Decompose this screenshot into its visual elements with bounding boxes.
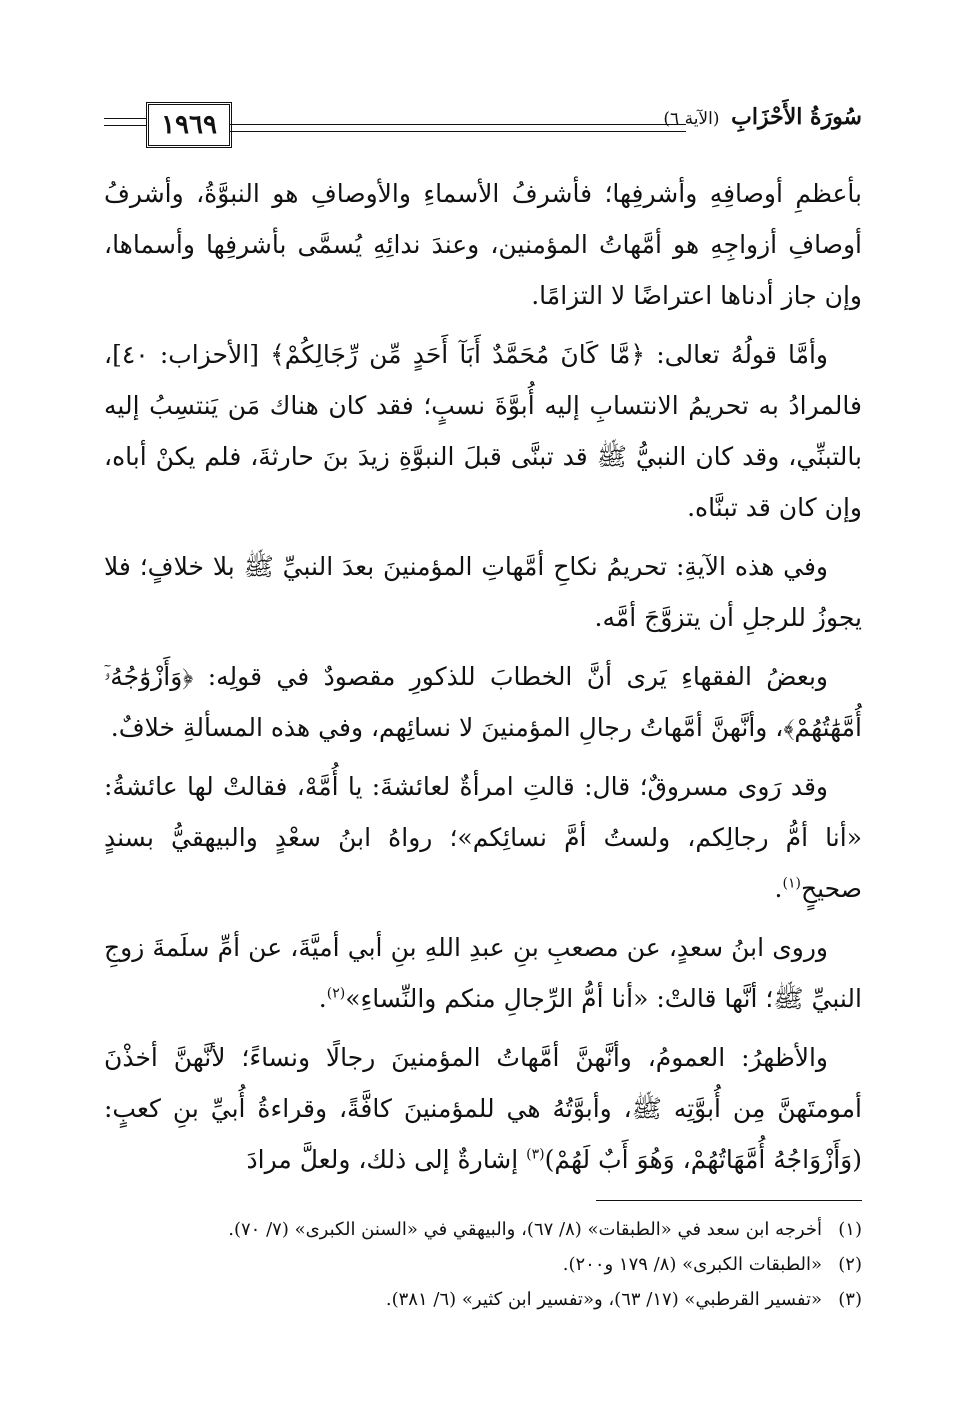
footnote-text: «تفسير القرطبي» (١٧/ ٦٣)، و«تفسير ابن كثير» (٦/ ٣٨١). — [385, 1289, 822, 1310]
footnote-number: (٢) — [838, 1254, 862, 1275]
paragraph-3: وفي هذه الآيةِ: تحريمُ نكاحِ أمَّهاتِ المؤمنينَ بعدَ النبيِّ ﷺ بلا خلافٍ؛ فلا يجوزُ للرجلِ أن يتزوَّجَ أمَّه. — [104, 552, 862, 632]
footnote-number: (٣) — [838, 1289, 862, 1310]
paragraph-2: وأمَّا قولُهُ تعالى: ﴿مَّا كَانَ مُحَمَّدٌ أَبَآ أَحَدٍ مِّن رِّجَالِكُمْ﴾ [الأحزاب: ٤٠]، فالمرادُ به تحريمُ الانتسابِ إليه أُبوَّةَ نسبٍ؛ فقد كان هناك مَن يَنتسِبُ إليه بالتبنِّي، وقد كان النبيُّ ﷺ قد تبنَّى قبلَ النبوَّةِ زيدَ بنَ حارثةَ، فلم يكنْ أباه، وإن كان قد تبنَّاه. — [104, 340, 862, 522]
surah-name: سُورَةُ الأَحْزَابِ — [731, 104, 862, 130]
paragraph-7 — [104, 1032, 862, 1185]
footnote-3 — [122, 1282, 862, 1317]
footnote-1 — [122, 1212, 862, 1247]
paragraph-6-text: وروى ابنُ سعدٍ، عن مصعبِ بنِ عبدِ اللهِ بنِ أبي أميَّةَ، عن أمِّ سلَمةَ زوجِ النبيِّ ﷺ؛ أنَّها قالتْ: «أنا أمُّ الرِّجالِ منكم والنِّساءِ» — [104, 933, 862, 1013]
paragraph-6: وروى ابنُ سعدٍ، عن مصعبِ بنِ عبدِ اللهِ بنِ أبي أميَّةَ، عن أمِّ سلَمةَ زوجِ النبيِّ ﷺ؛ أنَّها قالتْ: «أنا أمُّ الرِّجالِ منكم والنِّساءِ»$^{(٢)}$. — [104, 933, 862, 1013]
page-number: ١٩٦٩ — [146, 102, 232, 148]
header-rule-right — [230, 124, 686, 132]
paragraph-7-tail: إشارةٌ إلى ذلك، ولعلَّ مرادَ — [246, 1145, 519, 1174]
page-header — [104, 96, 862, 156]
paragraph-5: وقد رَوى مسروقٌ؛ قال: قالتِ امرأةٌ لعائشةَ: يا أُمَّهْ، فقالتْ لها عائشةُ: «أنا أمُّ رجالِكم، ولستُ أمَّ نسائِكم»؛ رواهُ ابنُ سعْدٍ والبيهقيُّ بسندٍ صحيحٍ$^{(١)}$. — [104, 772, 862, 903]
paragraph-4: وبعضُ الفقهاءِ يَرى أنَّ الخطابَ للذكورِ مقصودٌ في قولِه: ﴿وَأَزْوَٰجُهُۥٓ أُمَّهَٰتُهُمْ﴾، وأنَّهنَّ أمَّهاتُ رجالِ المؤمنينَ لا نسائِهم، وفي هذه المسألةِ خلافٌ. — [104, 662, 862, 742]
footnotes — [122, 1212, 862, 1317]
paragraph-1: بأعظمِ أوصافِهِ وأشرفِها؛ فأشرفُ الأسماءِ والأوصافِ هو النبوَّةُ، وأشرفُ أوصافِ أزواجِهِ هو أمَّهاتُ المؤمنين، وعندَ ندائِهِ يُسمَّى بأشرفِها وأسماها، وإن جاز أدناها اعتراضًا لا التزامًا. — [104, 179, 862, 310]
footnote-marker-3[interactable]: (٣) — [526, 1146, 545, 1163]
footnote-marker-2[interactable]: (٢) — [326, 985, 346, 1002]
ayah-label: (الآية ٦) — [663, 109, 720, 129]
footnote-text: «الطبقات الكبرى» (٨/ ١٧٩ و٢٠٠). — [562, 1254, 822, 1275]
footnote-separator — [596, 1200, 862, 1201]
footnote-text: أخرجه ابن سعد في «الطبقات» (٨/ ٦٧)، والبيهقي في «السنن الكبرى» (٧/ ٧٠). — [228, 1219, 822, 1240]
main-text — [104, 168, 862, 1193]
paragraph-7-text: والأظهرُ: العمومُ، وأنَّهنَّ أمَّهاتُ المؤمنينَ رجالًا ونساءً؛ لأنَّهنَّ أخذْنَ أمومتَهنَّ مِن أُبوَّتِه ﷺ، وأبوَّتُهُ هي للمؤمنينَ كافَّةً، وقراءةُ أُبيِّ بنِ كعبٍ: (وَأَزْوَاجُهُ أُمَّهَاتُهُمْ، وَهُوَ أَبٌ لَهُمْ) — [104, 1043, 862, 1174]
footnote-marker-1[interactable]: (١) — [782, 875, 801, 892]
paragraph-5-text: وقد رَوى مسروقٌ؛ قال: قالتِ امرأةٌ لعائشةَ: يا أُمَّهْ، فقالتْ لها عائشةُ: «أنا أمُّ رجالِكم، ولستُ أمَّ نسائِكم»؛ رواهُ ابنُ سعْدٍ والبيهقيُّ بسندٍ صحيحٍ — [104, 772, 862, 903]
header-rule-left — [104, 118, 146, 126]
footnote-number: (١) — [838, 1219, 862, 1240]
surah-title — [663, 104, 862, 130]
footnote-2 — [122, 1247, 862, 1282]
